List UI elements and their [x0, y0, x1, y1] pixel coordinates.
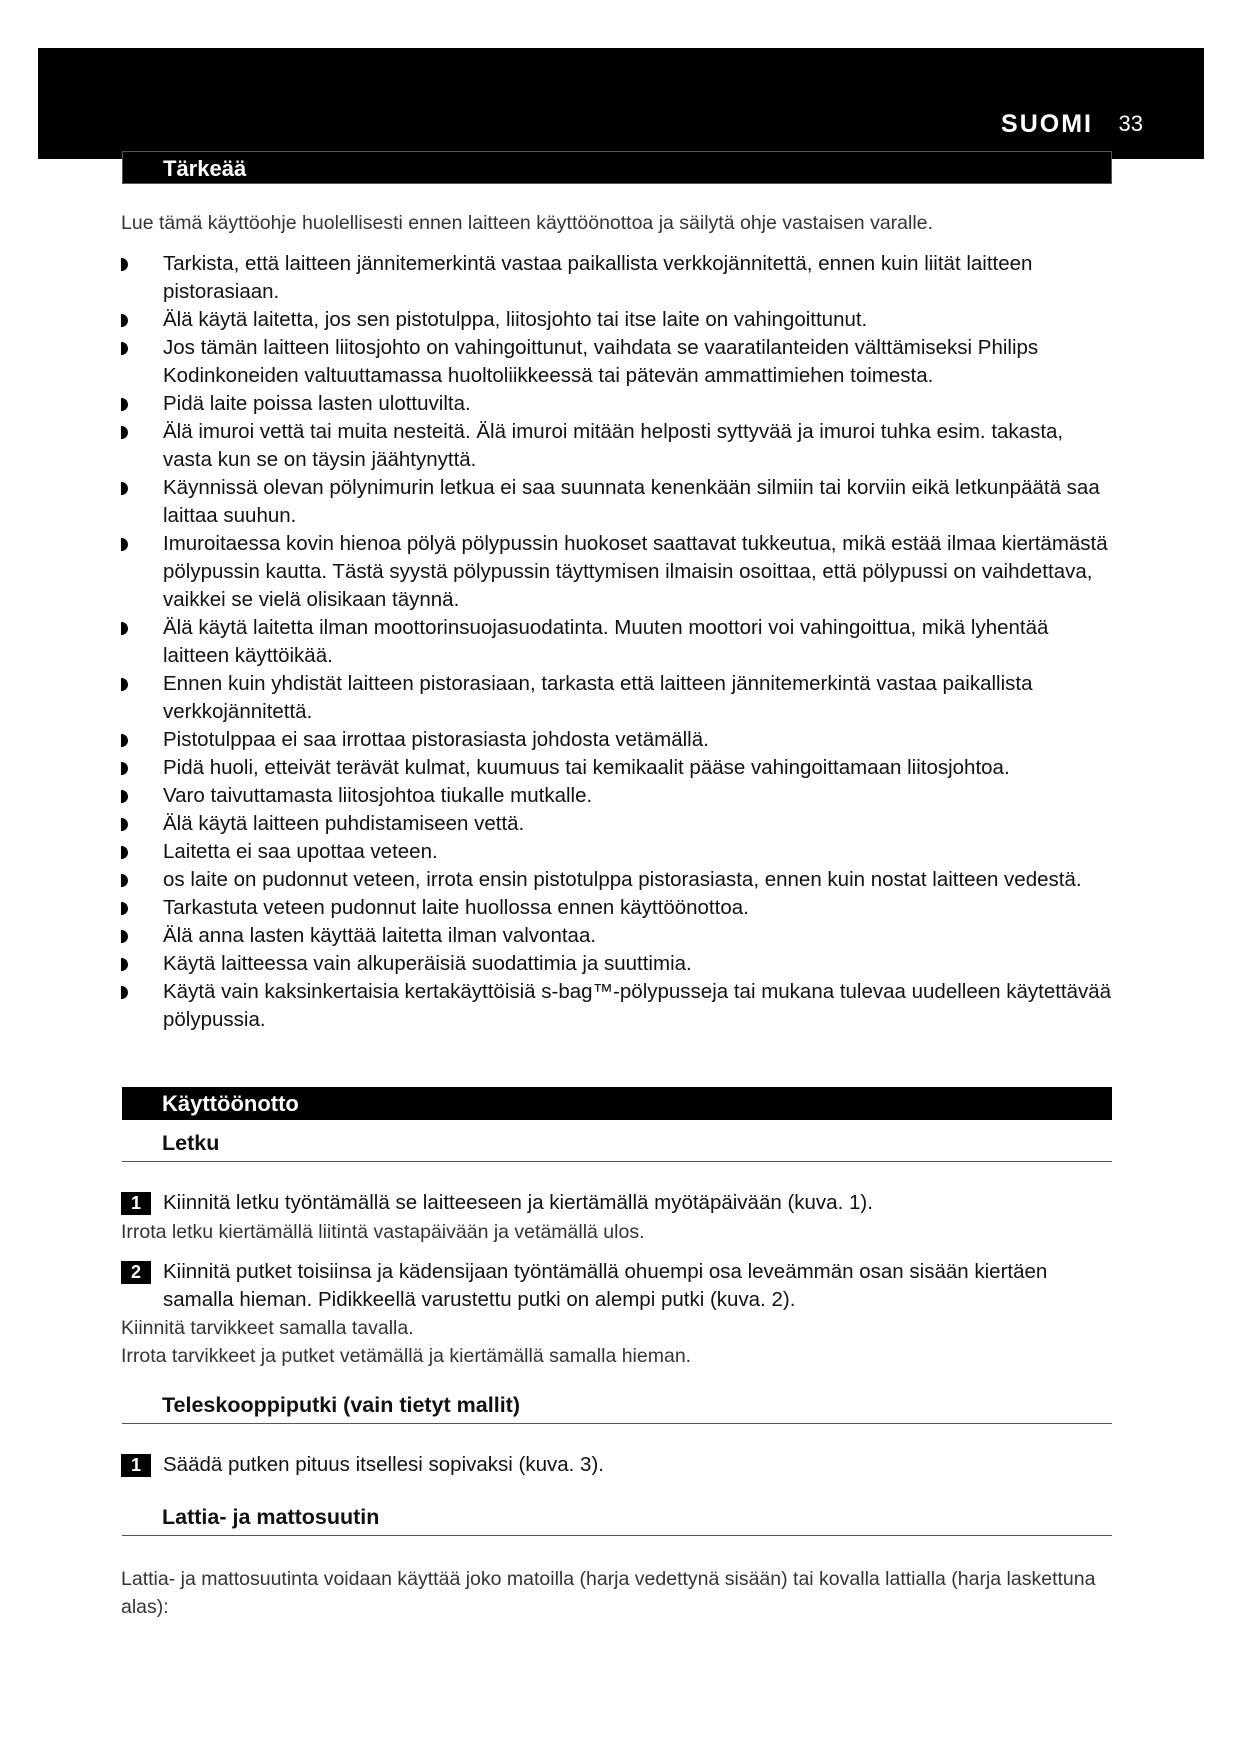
list-item: Laitetta ei saa upottaa veteen. [121, 838, 1116, 866]
bullet-icon [121, 818, 128, 831]
list-item: Ennen kuin yhdistät laitteen pistorasiaan, tarkasta että laitteen jännitemerkintä vastaa paikallista verkkojännitettä. [121, 670, 1116, 726]
list-item: Älä käytä laitetta, jos sen pistotulppa, liitosjohto tai itse laite on vahingoittunut. [121, 306, 1116, 334]
bullet-icon [121, 314, 128, 327]
bullet-icon [121, 734, 128, 747]
subheading-lattiasuutin: Lattia- ja mattosuutin [122, 1505, 1112, 1536]
bullet-icon [121, 902, 128, 915]
list-item: Älä käytä laitteen puhdistamiseen vettä. [121, 810, 1116, 838]
bullet-icon [121, 258, 128, 271]
bullet-icon [121, 874, 128, 887]
step-letku-2: 2 Kiinnitä putket toisiinsa ja kädensijaan työntämällä ohuempi osa leveämmän osan sisään kiertäen samalla hieman. Pidikkeellä varustettu putki on alempi putki (kuva. 2). [121, 1258, 1116, 1314]
subheading-letku: Letku [122, 1131, 1112, 1162]
header-language: SUOMI [1001, 110, 1093, 138]
list-item: Pidä laite poissa lasten ulottuvilta. [121, 390, 1116, 418]
bullet-icon [121, 426, 128, 439]
bullet-icon [121, 846, 128, 859]
bullet-icon [121, 762, 128, 775]
step-note: Irrota tarvikkeet ja putket vetämällä ja kiertämällä samalla hieman. [121, 1345, 692, 1367]
list-item: Tarkastuta veteen pudonnut laite huollossa ennen käyttöönottoa. [121, 894, 1116, 922]
list-item: os laite on pudonnut veteen, irrota ensin pistotulppa pistorasiasta, ennen kuin nostat laitteen vedestä. [121, 866, 1116, 894]
page-number: 33 [1118, 111, 1143, 136]
bullet-icon [121, 790, 128, 803]
list-item: Käytä vain kaksinkertaisia kertakäyttöisiä s-bag™-pölypusseja tai mukana tulevaa uudelleen käytettävää pölypussia. [121, 978, 1116, 1034]
list-item: Älä käytä laitetta ilman moottorinsuojasuodatinta. Muuten moottori voi vahingoittua, mikä lyhentää laitteen käyttöikää. [121, 614, 1116, 670]
list-item: Imuroitaessa kovin hienoa pölyä pölypussin huokoset saattavat tukkeutua, mikä estää ilmaa kiertämästä pölypussin kautta. Tästä syystä pölypussin täyttymisen ilmaisin osoittaa, että pölypussi on vaihdettava, vaikkei se vielä olisikaan täynnä. [121, 530, 1116, 614]
list-item: Varo taivuttamasta liitosjohtoa tiukalle mutkalle. [121, 782, 1116, 810]
bullet-icon [121, 482, 128, 495]
bullet-icon [121, 986, 128, 999]
lattiasuutin-text: Lattia- ja mattosuutinta voidaan käyttää joko matoilla (harja vedettynä sisään) tai kovalla lattialla (harja laskettuna alas): [121, 1568, 1096, 1618]
bullet-icon [121, 930, 128, 943]
list-item: Tarkista, että laitteen jännitemerkintä vastaa paikallista verkkojännitettä, ennen kuin liität laitteen pistorasiaan. [121, 250, 1116, 306]
step-note: Irrota letku kiertämällä liitintä vastapäivään ja vetämällä ulos. [121, 1221, 645, 1243]
list-item: Älä imuroi vettä tai muita nesteitä. Älä imuroi mitään helposti syttyvää ja imuroi tuhka esim. takasta, vasta kun se on täysin jäähtynyttä. [121, 418, 1116, 474]
header-bar [38, 48, 1204, 159]
safety-list [121, 250, 1116, 1034]
step-number-badge: 1 [121, 1454, 151, 1477]
step-number-badge: 2 [121, 1261, 151, 1284]
step-note: Kiinnitä tarvikkeet samalla tavalla. [121, 1317, 414, 1339]
list-item: Käytä laitteessa vain alkuperäisiä suodattimia ja suuttimia. [121, 950, 1116, 978]
bullet-icon [121, 622, 128, 635]
list-item: Pidä huoli, etteivät terävät kulmat, kuumuus tai kemikaalit pääse vahingoittamaan liitosjohtoa. [121, 754, 1116, 782]
bullet-icon [121, 958, 128, 971]
bullet-icon [121, 398, 128, 411]
list-item: Käynnissä olevan pölynimurin letkua ei saa suunnata kenenkään silmiin tai korviin eikä letkunpäätä saa laittaa suuhun. [121, 474, 1116, 530]
bullet-icon [121, 538, 128, 551]
section-title-tarkeaa: Tärkeää [122, 151, 1112, 184]
intro-text: Lue tämä käyttöohje huolellisesti ennen laitteen käyttöönottoa ja säilytä ohje vastaisen varalle. [121, 212, 933, 234]
list-item: Älä anna lasten käyttää laitetta ilman valvontaa. [121, 922, 1116, 950]
bullet-icon [121, 342, 128, 355]
bullet-icon [121, 678, 128, 691]
list-item: Pistotulppaa ei saa irrottaa pistorasiasta johdosta vetämällä. [121, 726, 1116, 754]
step-teleskooppi-1: 1 Säädä putken pituus itsellesi sopivaksi (kuva. 3). [121, 1451, 1116, 1479]
step-letku-1: 1 Kiinnitä letku työntämällä se laitteeseen ja kiertämällä myötäpäivään (kuva. 1). [121, 1189, 1116, 1217]
section-title-kayttoonotto: Käyttöönotto [122, 1087, 1112, 1120]
subheading-teleskooppiputki: Teleskooppiputki (vain tietyt mallit) [122, 1393, 1112, 1424]
list-item: Jos tämän laitteen liitosjohto on vahingoittunut, vaihdata se vaaratilanteiden välttämiseksi Philips Kodinkoneiden valtuuttamassa huoltoliikkeessä tai pätevän ammattimiehen toimesta. [121, 334, 1116, 390]
step-number-badge: 1 [121, 1192, 151, 1215]
